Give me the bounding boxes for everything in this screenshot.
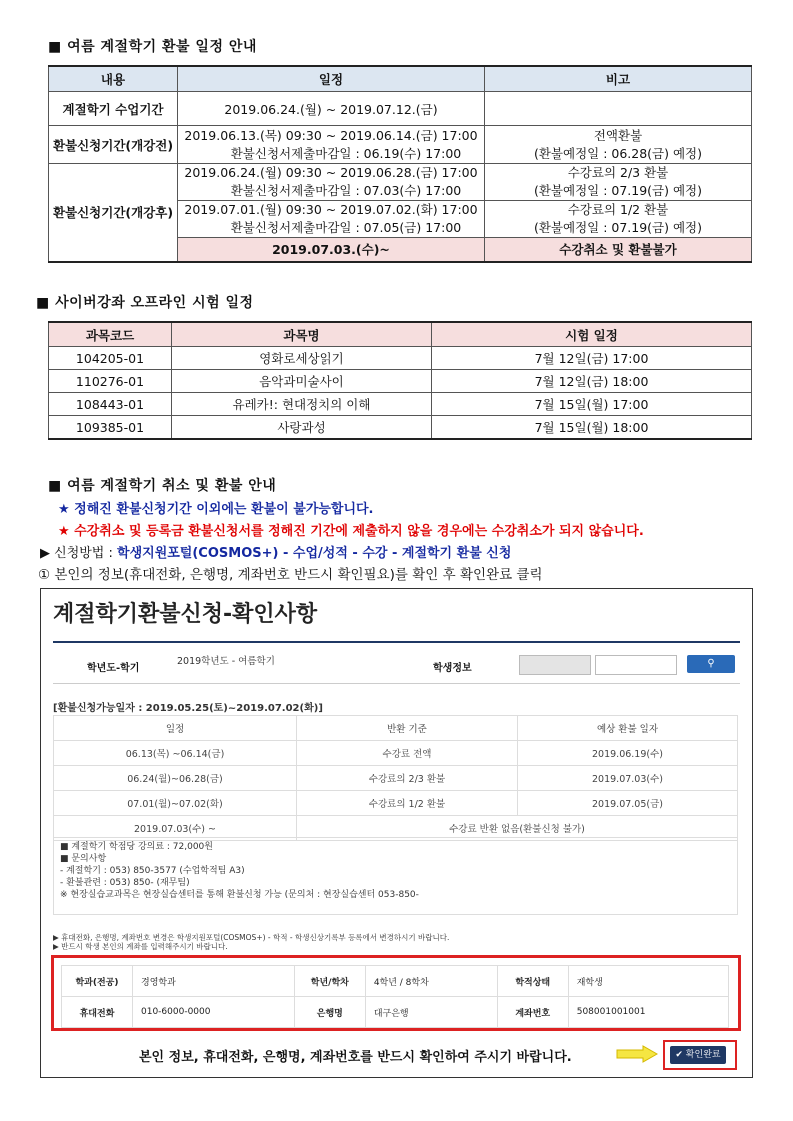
row-label-class-period: 계절학기 수업기간 <box>49 92 178 126</box>
section-title-refund-schedule: ■ 여름 계절학기 환불 일정 안내 <box>48 39 257 55</box>
table-row: 07.01(월)~07.02(화) 수강료의 1/2 환불 2019.07.05(금) <box>54 791 738 816</box>
before-start-dates: 2019.06.13.(목) 09:30 ~ 2019.06.14.(금) 17:00 환불신청서제출마감일 : 06.19(수) 17:00 <box>178 126 485 164</box>
after-start-note-1: 수강료의 2/3 환불 (환불예정일 : 07.19(금) 예정) <box>485 164 752 201</box>
filter-row <box>53 647 740 684</box>
header-content: 내용 <box>49 66 178 92</box>
bottom-instruction: 본인 정보, 휴대전화, 은행명, 계좌번호를 반드시 확인하여 주시기 바랍니다. <box>139 1050 572 1065</box>
student-id-input[interactable] <box>519 655 591 675</box>
student-info-label: 학생정보 <box>433 663 472 674</box>
step-1-instruction: ① 본인의 정보(휴대전화, 은행명, 계좌번호 반드시 확인필요)를 확인 후 확인완료 클릭 <box>38 567 543 583</box>
no-refund-date: 2019.07.03.(수)~ <box>178 238 485 262</box>
table-row: 110276-01 음악과미술사이 7월 12일(금) 18:00 <box>49 370 752 393</box>
header-subject: 과목명 <box>172 322 432 347</box>
section-title-cancel-refund: ■ 여름 계절학기 취소 및 환불 안내 <box>48 478 277 494</box>
after-start-dates-2: 2019.07.01.(월) 09:30 ~ 2019.07.02.(화) 17:00 환불신청서제출마감일 : 07.05(금) 17:00 <box>178 201 485 238</box>
header-schedule: 일정 <box>178 66 485 92</box>
search-icon: ⚲ <box>707 658 715 669</box>
header-refund-date: 예상 환불 일자 <box>518 716 738 741</box>
confirm-button[interactable]: ✔ 확인완료 <box>670 1046 726 1064</box>
table-row: 108443-01 유레카!: 현대정치의 이해 7월 15일(월) 17:00 <box>49 393 752 416</box>
table-row: 104205-01 영화로세상읽기 7월 12일(금) 17:00 <box>49 347 752 370</box>
class-period-note <box>485 92 752 126</box>
apply-method: ▶ 신청방법 : 학생지원포털(COSMOS+) - 수업/성적 - 수강 - 계절학기 환불 신청 <box>40 546 512 561</box>
header-criteria: 반환 기준 <box>297 716 518 741</box>
after-start-note-2: 수강료의 1/2 환불 (환불예정일 : 07.19(금) 예정) <box>485 201 752 238</box>
warning-cancel-deadline: ★ 수강취소 및 등록금 환불신청서를 정해진 기간에 제출하지 않을 경우에는 수강취소가 되지 않습니다. <box>58 524 644 539</box>
header-exam-date: 시험 일정 <box>432 322 752 347</box>
search-button[interactable] <box>687 655 735 673</box>
section-title-exam-schedule: ■ 사이버강좌 오프라인 시험 일정 <box>36 295 254 311</box>
warning-refund-period: ★ 정해진 환불신청기간 이외에는 환불이 불가능합니다. <box>58 502 374 517</box>
notice-text: ▶ 휴대전화, 은행명, 계좌번호 변경은 학생지원포털(COSMOS+) - 학적 - 학생신상기록부 등록에서 변경하시기 바랍니다. ▶ 반드시 학생 본인의 계좌를 입력해주시기 바랍니다. <box>53 933 450 951</box>
refund-schedule-table <box>48 65 752 263</box>
header-note: 비고 <box>485 66 752 92</box>
exam-schedule-table <box>48 321 752 440</box>
table-row: 06.13(목) ~06.14(금) 수강료 전액 2019.06.19(수) <box>54 741 738 766</box>
refund-confirm-screenshot <box>40 588 753 1078</box>
before-start-note: 전액환불 (환불예정일 : 06.28(금) 예정) <box>485 126 752 164</box>
table-row: 2019.07.03(수) ~ 수강료 반환 없음(환불신청 불가) <box>54 816 738 841</box>
class-period-dates: 2019.06.24.(월) ~ 2019.07.12.(금) <box>178 92 485 126</box>
refund-criteria-table <box>53 715 738 841</box>
refund-period-label: [환불신청가능일자 : 2019.05.25(토)~2019.07.02(화)] <box>53 703 323 714</box>
arrow-right-icon <box>615 1045 659 1063</box>
student-name-input[interactable] <box>595 655 677 675</box>
row-label-after-start: 환불신청기간(개강후) <box>49 164 178 262</box>
table-row: 109385-01 사랑과성 7월 15일(월) 18:00 <box>49 416 752 440</box>
no-refund-note: 수강취소 및 환불불가 <box>485 238 752 262</box>
header-code: 과목코드 <box>49 322 172 347</box>
title-divider <box>53 641 740 643</box>
screenshot-title: 계절학기환불신청-확인사항 <box>53 602 318 627</box>
row-label-before-start: 환불신청기간(개강전) <box>49 126 178 164</box>
account-info-table: 학과(전공) 경영학과 학년/학차 4학년 / 8학차 학적상태 재학생 휴대전화 010-6000-0000 은행명 대구은행 계좌번호 508001001001 <box>61 965 729 1028</box>
info-box: ■ 계절학기 학점당 강의료 : 72,000원 ■ 문의사항 - 계절학기 : 053) 850-3577 (수업학적팀 A3) - 환불관련 : 053) 850- (재무팀) ※ 현장실습교과목은 현장실습센터를 통해 환불신청 가능 (문의처 : 현장실습센터 053-850- <box>53 837 738 915</box>
year-semester-label: 학년도-학기 <box>87 663 140 674</box>
year-semester-value[interactable]: 2019학년도 - 여름학기 <box>177 656 275 667</box>
header-period: 일정 <box>54 716 297 741</box>
table-row: 06.24(월)~06.28(금) 수강료의 2/3 환불 2019.07.03(수) <box>54 766 738 791</box>
after-start-dates-1: 2019.06.24.(월) 09:30 ~ 2019.06.28.(금) 17:00 환불신청서제출마감일 : 07.03(수) 17:00 <box>178 164 485 201</box>
